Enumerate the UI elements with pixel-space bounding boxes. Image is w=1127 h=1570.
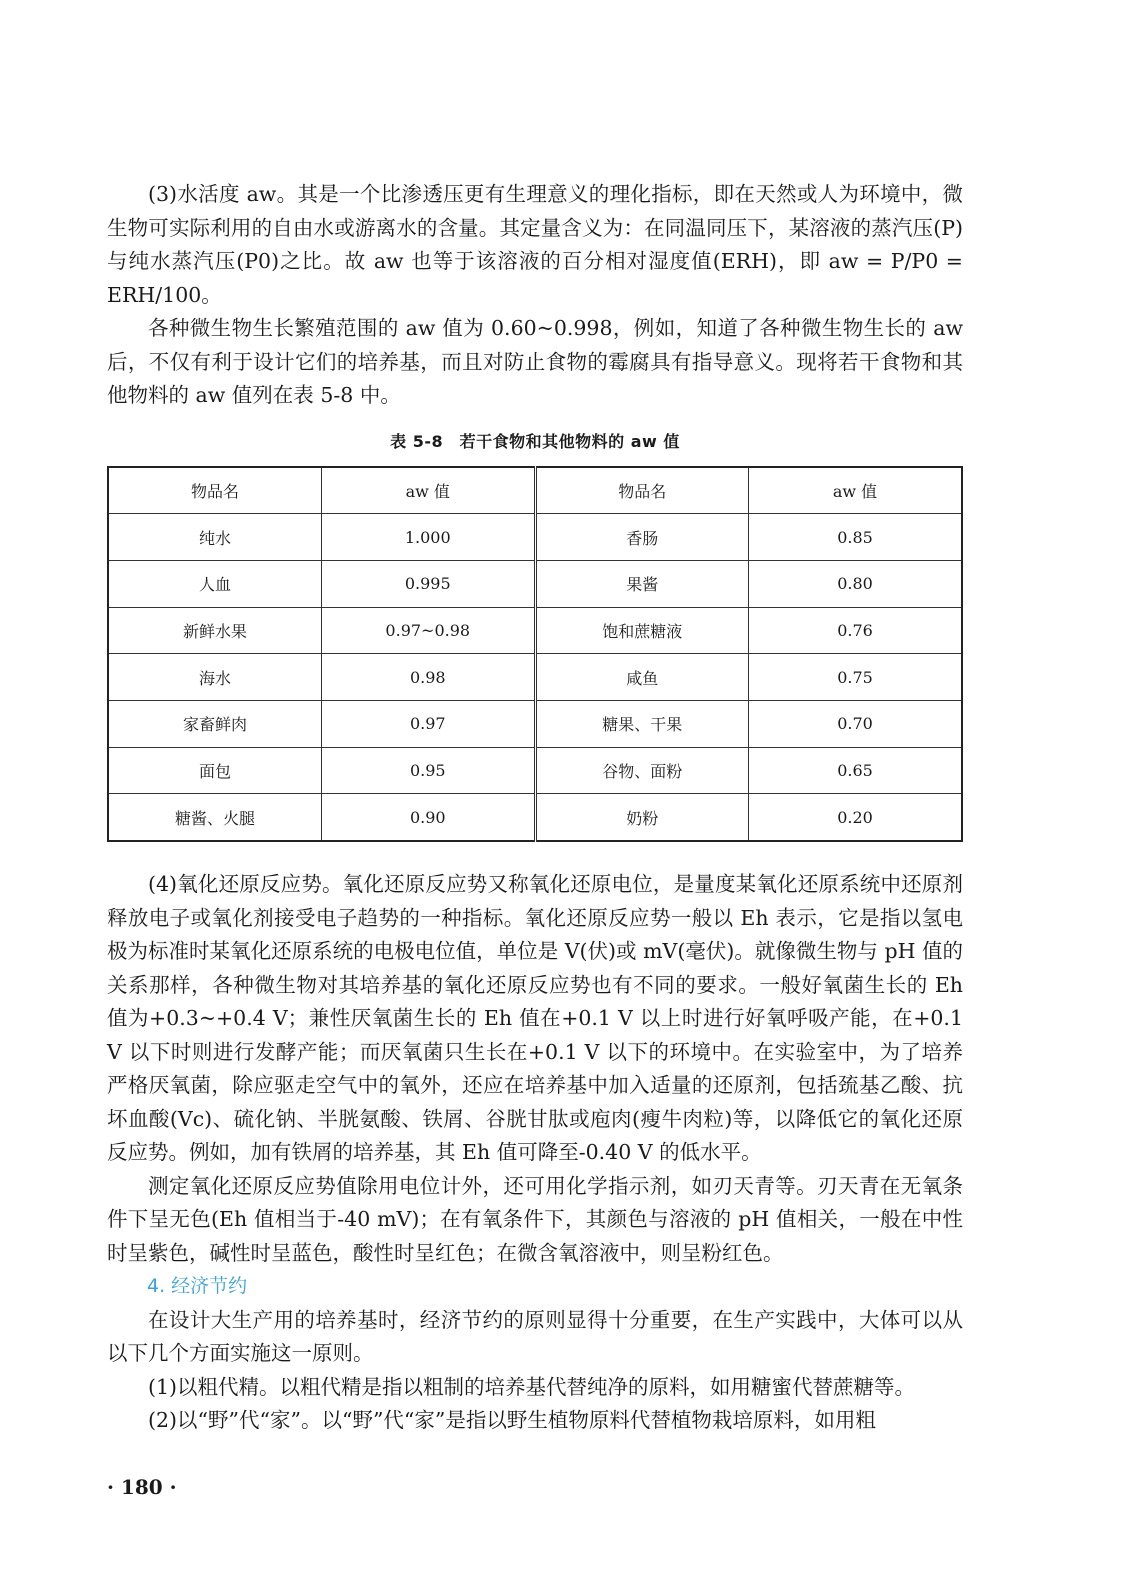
cell-aw-value: 0.80 bbox=[749, 560, 963, 607]
paragraph: 各种微生物生长繁殖范围的 aw 值为 0.60~0.998，例如，知道了各种微生物生长的 aw 后，不仅有利于设计它们的培养基，而且对防止食物的霉腐具有指导意义。现将若干食物和其他物料的 aw 值列在表 5-8 中。 bbox=[107, 316, 963, 407]
cell-aw-value: 0.90 bbox=[322, 794, 536, 841]
table-row bbox=[108, 654, 962, 701]
cell-aw-value: 0.70 bbox=[749, 700, 963, 747]
paragraph: (3)水活度 aw。其是一个比渗透压更有生理意义的理化指标，即在天然或人为环境中，微生物可实际利用的自由水或游离水的含量。其定量含义为：在同温同压下，某溶液的蒸汽压(P)与纯水蒸汽压(P0)之比。故 aw 也等于该溶液的百分相对湿度值(ERH)，即 aw = P/P0 = ERH/100。 bbox=[107, 182, 963, 307]
cell-aw-value: 0.20 bbox=[749, 794, 963, 841]
page-body bbox=[107, 178, 963, 1438]
paragraph: (2)以“野”代“家”。以“野”代“家”是指以野生植物原料代替植物栽培原料，如用粗 bbox=[148, 1408, 876, 1432]
paragraph: (4)氧化还原反应势。氧化还原反应势又称氧化还原电位，是量度某氧化还原系统中还原剂释放电子或氧化剂接受电子趋势的一种指标。氧化还原反应势一般以 Eh 表示，它是指以氢电极为标准时某氧化还原系统的电极电位值，单位是 V(伏)或 mV(毫伏)。就像微生物与 pH 值的关系那样，各种微生物对其培养基的氧化还原反应势也有不同的要求。一般好氧菌生长的 Eh 值为+0.3~+0.4 V；兼性厌氧菌生长的 Eh 值在+0.1 V 以上时进行好氧呼吸产能，在+0.1 V 以下时则进行发酵产能；而厌氧菌只生长在+0.1 V 以下的环境中。在实验室中，为了培养严格厌氧菌，除应驱走空气中的氧外，还应在培养基中加入适量的还原剂，包括巯基乙酸、抗坏血酸(Vc)、硫化钠、半胱氨酸、铁屑、谷胱甘肽或庖肉(瘦牛肉粒)等，以降低它的氧化还原反应势。例如，加有铁屑的培养基，其 Eh 值可降至-0.40 V 的低水平。 bbox=[107, 872, 963, 1164]
table-row bbox=[108, 560, 962, 607]
cell-item-name: 家畜鲜肉 bbox=[108, 700, 322, 747]
cell-item-name: 新鲜水果 bbox=[108, 607, 322, 654]
table-row bbox=[108, 794, 962, 841]
cell-aw-value: 0.98 bbox=[322, 654, 536, 701]
cell-item-name: 纯水 bbox=[108, 514, 322, 561]
table-body bbox=[108, 514, 962, 841]
bottom-paragraphs bbox=[107, 1304, 963, 1438]
cell-aw-value: 0.75 bbox=[749, 654, 963, 701]
table-row bbox=[108, 747, 962, 794]
header-item-name: 物品名 bbox=[535, 467, 749, 514]
paragraph: (1)以粗代精。以粗代精是指以粗制的培养基代替纯净的原料，如用糖蜜代替蔗糖等。 bbox=[148, 1374, 916, 1399]
cell-item-name: 奶粉 bbox=[535, 794, 749, 841]
table-row bbox=[108, 514, 962, 561]
table-header-row bbox=[108, 467, 962, 514]
cell-aw-value: 0.97 bbox=[322, 700, 536, 747]
cell-item-name: 糖酱、火腿 bbox=[108, 794, 322, 841]
cell-item-name: 咸鱼 bbox=[535, 654, 749, 701]
table-row bbox=[108, 700, 962, 747]
header-item-name: 物品名 bbox=[108, 467, 322, 514]
cell-item-name: 面包 bbox=[108, 747, 322, 794]
header-aw-value: aw 值 bbox=[749, 467, 963, 514]
cell-aw-value: 0.85 bbox=[749, 514, 963, 561]
cell-aw-value: 0.65 bbox=[749, 747, 963, 794]
cell-aw-value: 0.95 bbox=[322, 747, 536, 794]
table-caption: 表 5-8 若干食物和其他物料的 aw 值 bbox=[390, 431, 680, 451]
top-paragraphs bbox=[107, 178, 963, 413]
cell-aw-value: 1.000 bbox=[322, 514, 536, 561]
cell-item-name: 人血 bbox=[108, 560, 322, 607]
middle-paragraphs bbox=[107, 868, 963, 1270]
cell-aw-value: 0.995 bbox=[322, 560, 536, 607]
cell-aw-value: 0.76 bbox=[749, 607, 963, 654]
cell-item-name: 糖果、干果 bbox=[535, 700, 749, 747]
table-row bbox=[108, 607, 962, 654]
cell-item-name: 谷物、面粉 bbox=[535, 747, 749, 794]
cell-item-name: 海水 bbox=[108, 654, 322, 701]
paragraph: 测定氧化还原反应势值除用电位计外，还可用化学指示剂，如刃天青等。刃天青在无氧条件下呈无色(Eh 值相当于-40 mV)；在有氧条件下，其颜色与溶液的 pH 值相关，一般在中性时呈紫色，碱性时呈蓝色，酸性时呈红色；在微含氧溶液中，则呈粉红色。 bbox=[107, 1173, 963, 1265]
aw-values-table bbox=[107, 466, 963, 843]
page-number: · 180 · bbox=[107, 1475, 177, 1499]
cell-item-name: 果酱 bbox=[535, 560, 749, 607]
section-heading: 4. 经济节约 bbox=[147, 1275, 248, 1297]
cell-aw-value: 0.97~0.98 bbox=[322, 607, 536, 654]
paragraph: 在设计大生产用的培养基时，经济节约的原则显得十分重要，在生产实践中，大体可以从以下几个方面实施这一原则。 bbox=[107, 1307, 963, 1365]
cell-item-name: 饱和蔗糖液 bbox=[535, 607, 749, 654]
cell-item-name: 香肠 bbox=[535, 514, 749, 561]
header-aw-value: aw 值 bbox=[322, 467, 536, 514]
